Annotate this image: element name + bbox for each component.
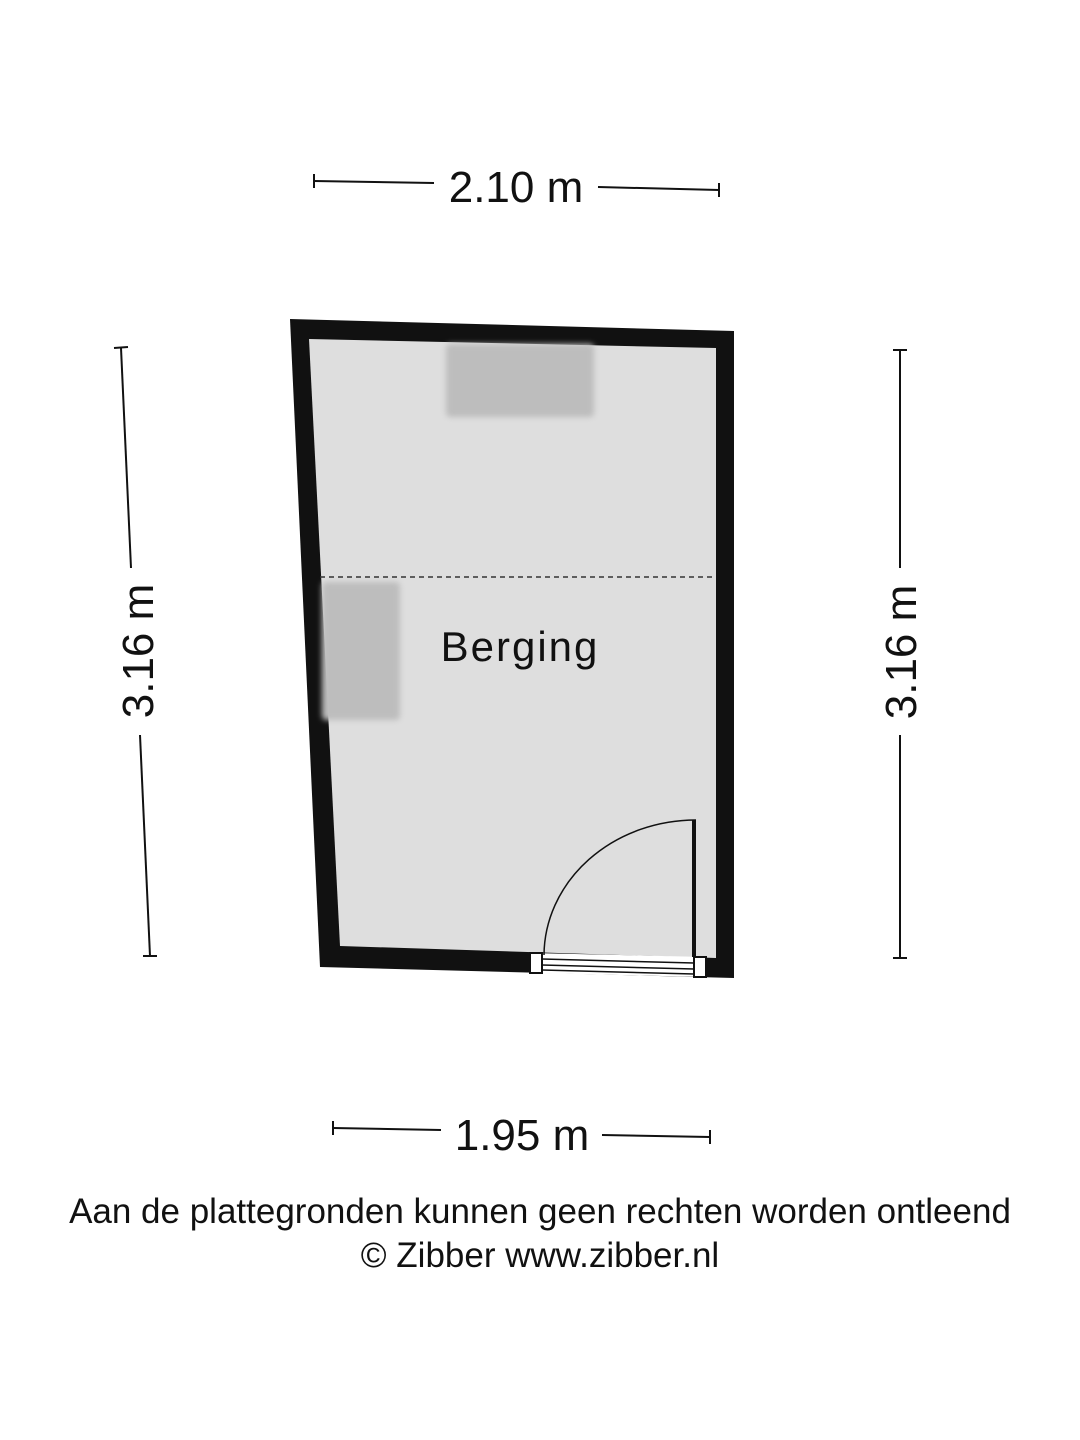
disclaimer-text: Aan de plattegronden kunnen geen rechten worden ontleend	[69, 1192, 1011, 1231]
bottom-width-label: 1.95 m	[454, 1111, 590, 1160]
right-dimension	[877, 350, 926, 958]
copyright-text: © Zibber www.zibber.nl	[360, 1236, 720, 1275]
left-height-label: 3.16 m	[114, 583, 163, 719]
door-leaf	[692, 820, 696, 957]
left-dimension	[114, 347, 163, 956]
bottom-dimension	[333, 1111, 710, 1160]
top-width-label: 2.10 m	[448, 163, 584, 212]
shelf-top	[446, 344, 594, 417]
right-height-label: 3.16 m	[877, 584, 926, 720]
door-frame-right	[694, 957, 706, 977]
room-berging	[290, 319, 734, 978]
door-frame-left	[530, 953, 542, 973]
shelf-left	[322, 582, 400, 720]
top-dimension	[314, 163, 719, 212]
room-name-label: Berging	[440, 623, 600, 670]
